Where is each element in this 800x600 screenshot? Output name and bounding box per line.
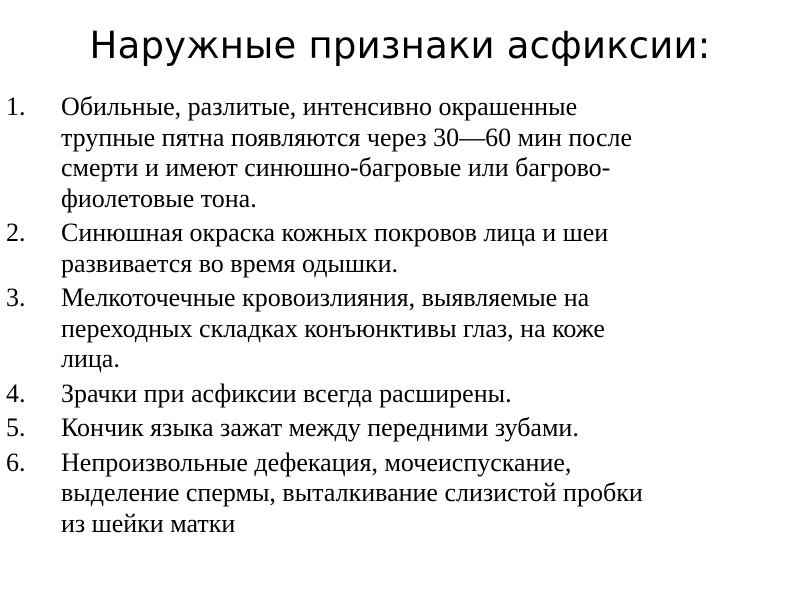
list-item-number: 4. bbox=[6, 378, 26, 408]
list-item-1 bbox=[0, 92, 780, 214]
list-item-4 bbox=[0, 379, 780, 410]
list-item-5 bbox=[0, 413, 780, 444]
list-item-line: Мелкоточечные кровоизлияния, выявляемые на bbox=[61, 283, 590, 312]
list-item-line: развивается во время одышки. bbox=[61, 248, 399, 278]
list-item-line: смерти и имеют синюшно-багровые или багрово- bbox=[61, 153, 611, 182]
list-item-number: 2. bbox=[6, 218, 26, 247]
slide-title: Наружные признаки асфиксии: bbox=[89, 24, 711, 67]
list-item-number: 5. bbox=[6, 413, 26, 442]
list-item-number: 6. bbox=[6, 447, 26, 477]
list-item-line: Кончик языка зажат между передними зубами. bbox=[61, 413, 579, 442]
list-item-number: 1. bbox=[6, 92, 26, 121]
list-item-line: выделение спермы, выталкивание слизистой пробки bbox=[61, 478, 643, 507]
list-item-6 bbox=[0, 448, 780, 540]
list-item-line: Зрачки при асфиксии всегда расширены. bbox=[61, 378, 512, 408]
list-item-number: 3. bbox=[6, 283, 26, 312]
numbered-list bbox=[0, 92, 780, 543]
list-item-2 bbox=[0, 218, 780, 279]
list-item-line: Непроизвольные дефекация, мочеиспускание, bbox=[61, 447, 572, 477]
list-item-line: трупные пятна появляются через 30—60 мин после bbox=[61, 122, 633, 152]
list-item-line: лица. bbox=[61, 344, 120, 373]
list-item-line: из шейки матки bbox=[61, 508, 236, 538]
list-item-line: фиолетовые тона. bbox=[61, 183, 257, 213]
list-item-line: переходных складках конъюнктивы глаз, на коже bbox=[61, 313, 605, 343]
list-item-line: Синюшная окраска кожных покровов лица и шеи bbox=[61, 218, 609, 247]
list-item-3 bbox=[0, 283, 780, 375]
list-item-line: Обильные, разлитые, интенсивно окрашенные bbox=[61, 92, 578, 121]
